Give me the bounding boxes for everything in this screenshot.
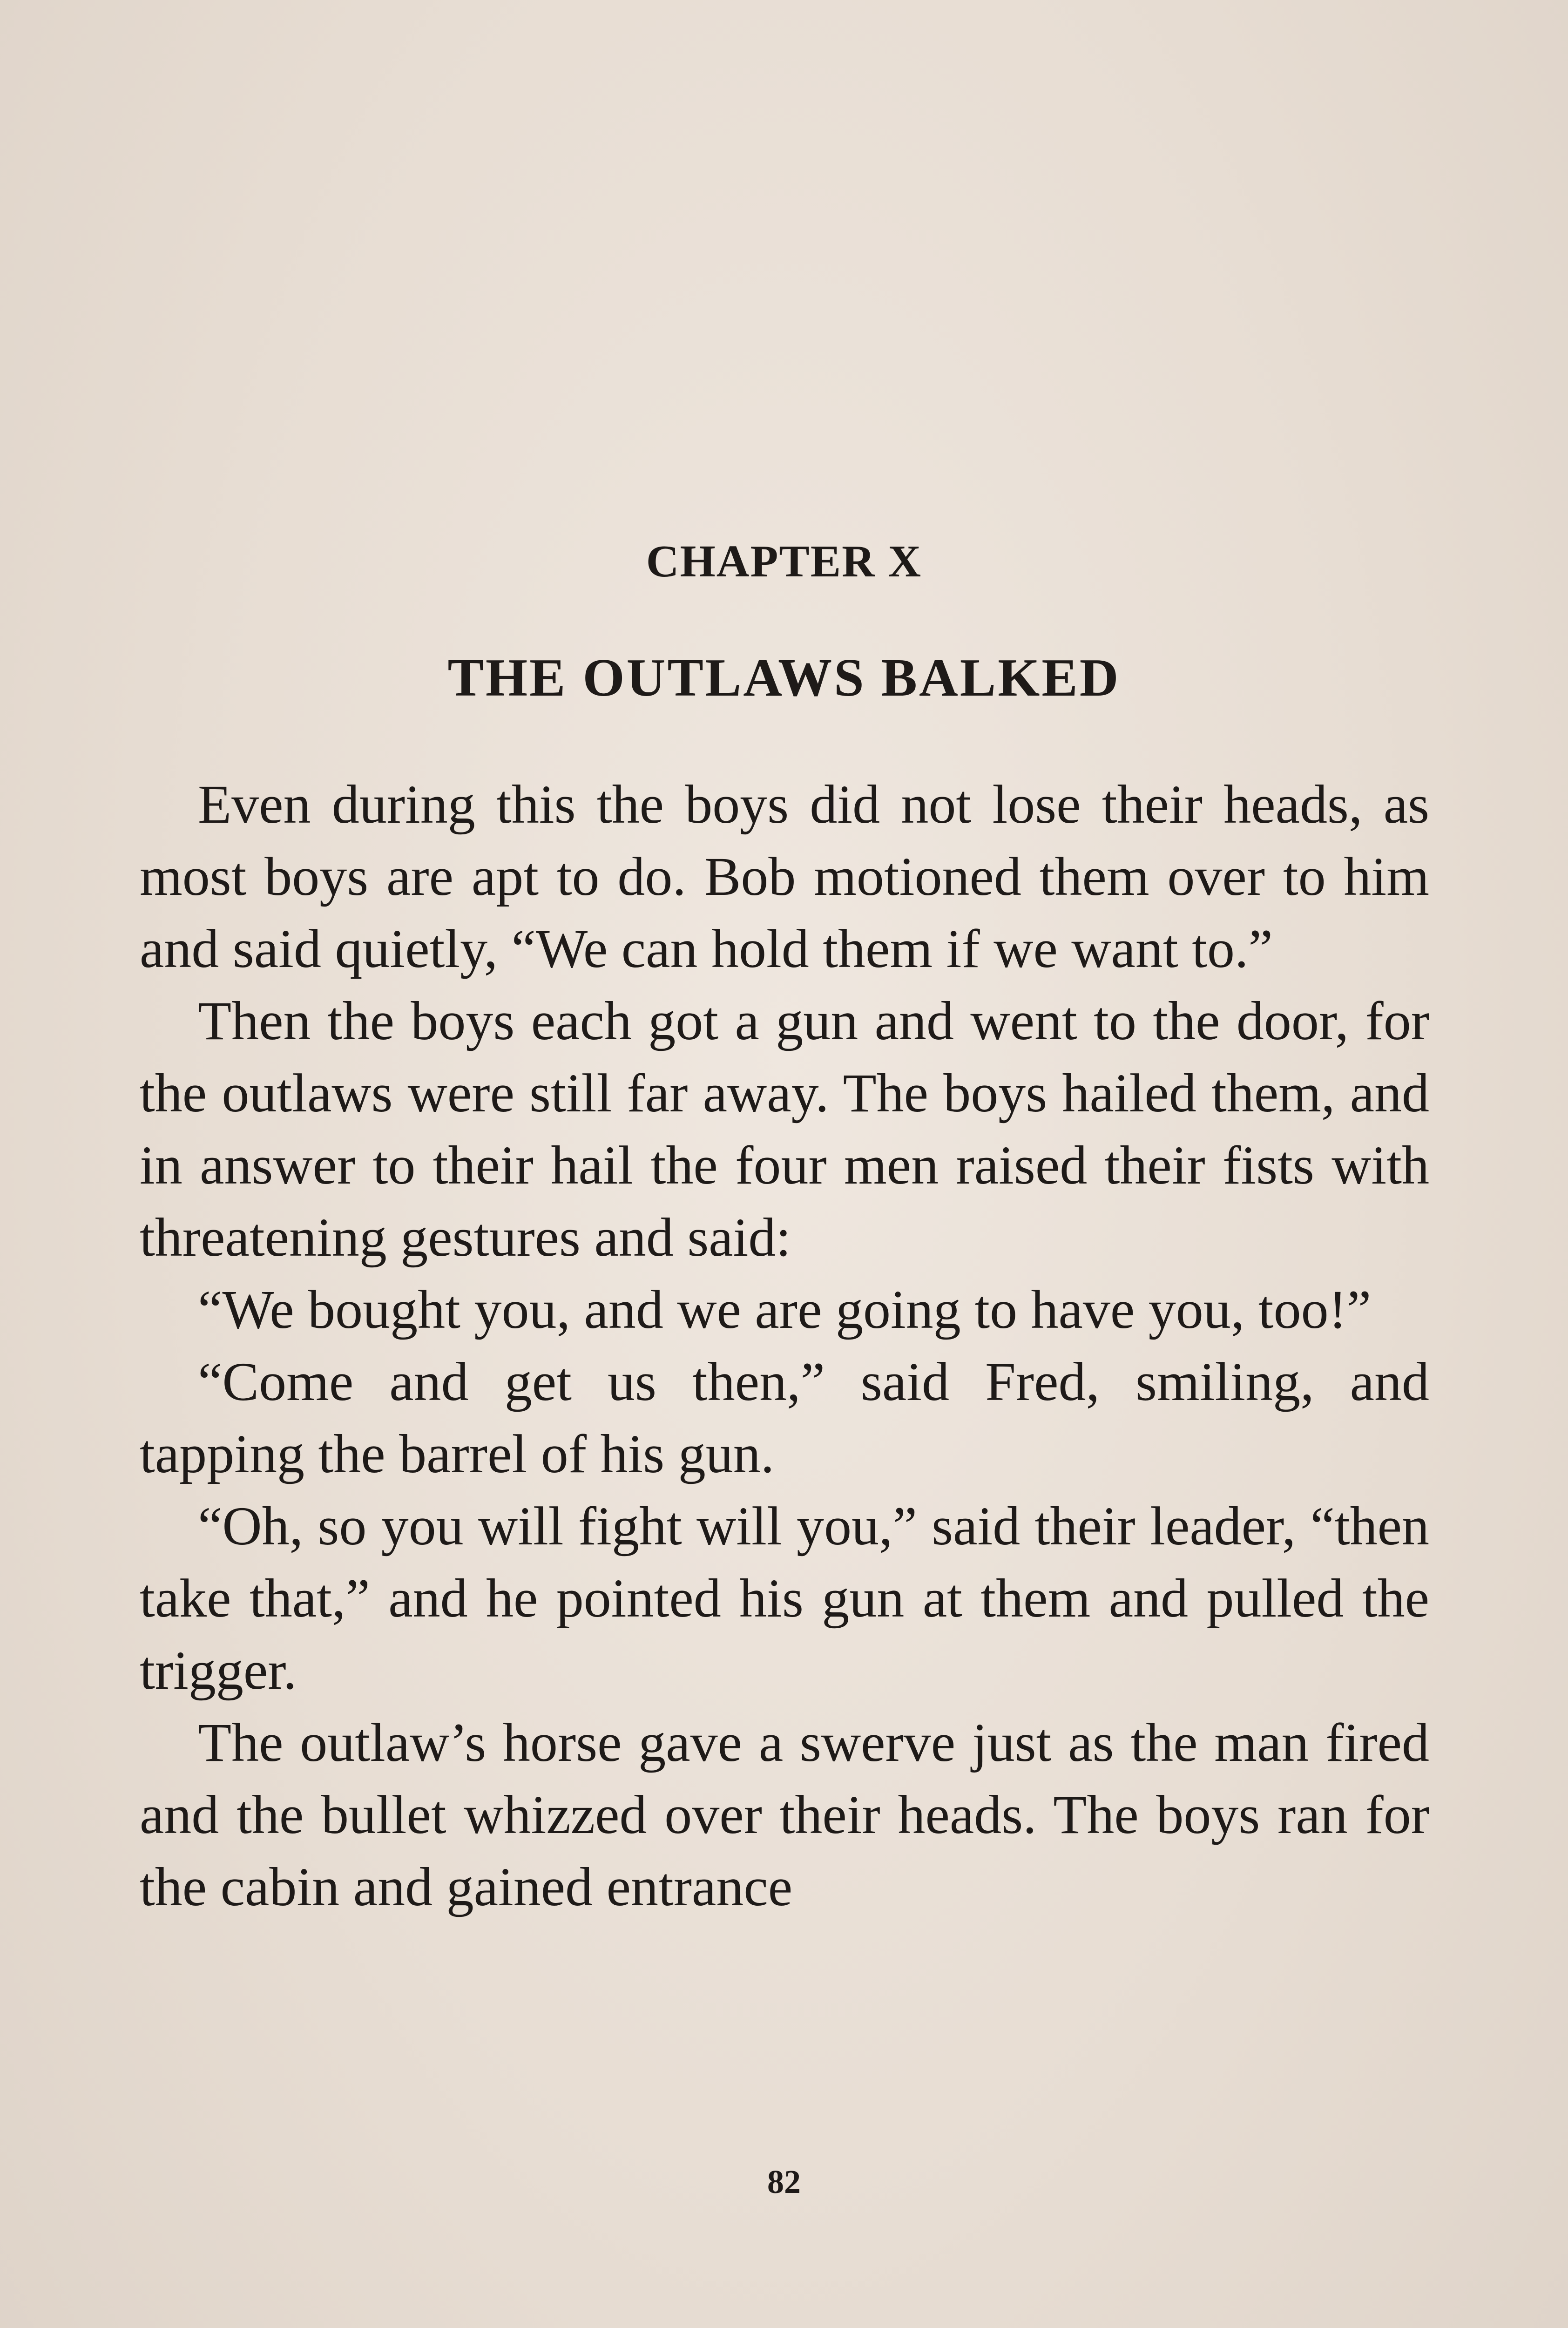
chapter-number: CHAPTER X (646, 536, 922, 587)
paragraph: The outlaw’s horse gave a swerve just as the man fired and the bullet whizzed over their heads. The boys ran for the cabin and gained entrance (140, 1712, 1429, 1917)
chapter-title: THE OUTLAWS BALKED (447, 648, 1121, 708)
paragraph: “Come and get us then,” said Fred, smiling, and tapping the barrel of his gun. (140, 1351, 1429, 1484)
paragraph: Then the boys each got a gun and went to the door, for the outlaws were still far away. The boys hailed them, and in answer to their hail the four men raised their fists with threatening gestures and said: (140, 990, 1429, 1268)
paragraph: “We bought you, and we are going to have you, too!” (198, 1279, 1372, 1340)
paragraph: “Oh, so you will fight will you,” said their leader, “then take that,” and he pointed his gun at them and pulled the trigger. (140, 1496, 1429, 1701)
paragraph: Even during this the boys did not lose their heads, as most boys are apt to do. Bob motioned them over to him and said quietly, “We can hold them if we want to.” (140, 774, 1429, 979)
body-text (140, 768, 1429, 1923)
page-number: 82 (767, 2163, 801, 2200)
